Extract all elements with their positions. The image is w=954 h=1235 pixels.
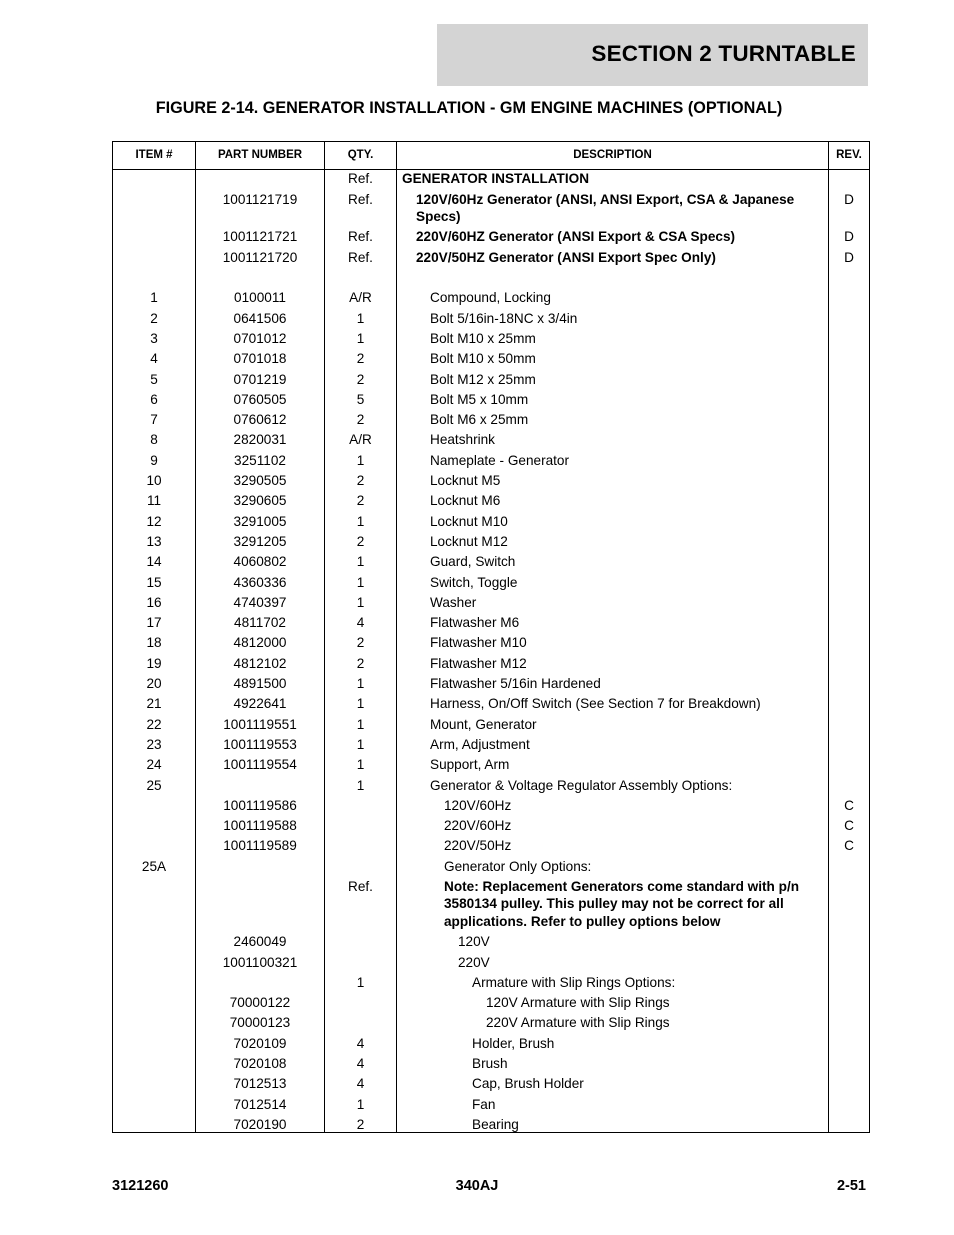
table-row bbox=[113, 389, 869, 409]
table-row bbox=[113, 877, 869, 932]
cell-description: 220V/50HZ Generator (ANSI Export Spec Only) bbox=[416, 249, 716, 265]
cell-description: Cap, Brush Holder bbox=[472, 1076, 584, 1092]
cell-revision bbox=[829, 1054, 869, 1055]
cell-revision bbox=[829, 471, 869, 472]
cell-quantity: 2 bbox=[356, 351, 365, 367]
cell-revision bbox=[829, 169, 869, 170]
cell-revision: D bbox=[844, 191, 854, 207]
cell-quantity bbox=[325, 1013, 396, 1014]
cell-quantity bbox=[325, 795, 396, 796]
table-row bbox=[113, 836, 869, 856]
cell-item-number: 16 bbox=[146, 594, 162, 610]
cell-revision bbox=[829, 932, 869, 933]
cell-description: Flatwasher M12 bbox=[430, 655, 527, 671]
cell-item-number bbox=[113, 189, 195, 190]
table-row bbox=[113, 1054, 869, 1074]
cell-revision bbox=[829, 633, 869, 634]
cell-item-number: 12 bbox=[146, 513, 162, 529]
cell-part-number: 7020108 bbox=[233, 1056, 287, 1072]
cell-part-number: 0701219 bbox=[233, 371, 287, 387]
table-row bbox=[113, 735, 869, 755]
cell-revision bbox=[829, 1033, 869, 1034]
cell-item-number bbox=[113, 1074, 195, 1075]
cell-part-number: 4812000 bbox=[233, 635, 287, 651]
cell-item-number: 23 bbox=[146, 736, 162, 752]
cell-item-number bbox=[113, 247, 195, 248]
table-row bbox=[113, 613, 869, 633]
cell-part-number: 1001119588 bbox=[223, 818, 297, 834]
column-header-part-number: PART NUMBER bbox=[217, 149, 303, 161]
table-row bbox=[113, 288, 869, 308]
cell-description: Bolt M10 x 25mm bbox=[430, 330, 536, 346]
table-row bbox=[113, 247, 869, 267]
cell-part-number: 2820031 bbox=[233, 432, 287, 448]
cell-description: Harness, On/Off Switch (See Section 7 for Breakdown) bbox=[430, 696, 761, 712]
cell-quantity: Ref. bbox=[348, 191, 373, 207]
cell-item-number: 4 bbox=[150, 351, 158, 367]
section-header-box bbox=[437, 24, 868, 86]
table-row bbox=[113, 329, 869, 349]
table-row bbox=[113, 1074, 869, 1094]
cell-quantity: A/R bbox=[349, 432, 372, 448]
cell-description: 120V bbox=[458, 934, 490, 950]
table-header bbox=[113, 142, 869, 170]
cell-item-number: 13 bbox=[146, 533, 162, 549]
cell-quantity: 1 bbox=[356, 594, 365, 610]
cell-part-number: 4811702 bbox=[234, 615, 286, 631]
cell-quantity bbox=[325, 932, 396, 933]
table-row bbox=[113, 369, 869, 389]
cell-part-number: 4060802 bbox=[233, 554, 287, 570]
cell-item-number: 8 bbox=[150, 432, 158, 448]
cell-part-number: 1001119554 bbox=[223, 757, 297, 773]
cell-quantity: 4 bbox=[356, 615, 365, 631]
table-row bbox=[113, 1115, 869, 1135]
cell-description: Compound, Locking bbox=[430, 290, 551, 306]
table-row bbox=[113, 674, 869, 694]
cell-part-number: 1001121721 bbox=[222, 229, 298, 245]
cell-revision bbox=[829, 653, 869, 654]
cell-part-number: 4891500 bbox=[233, 676, 287, 692]
cell-description: Bolt M6 x 25mm bbox=[430, 412, 529, 428]
cell-revision bbox=[829, 856, 869, 857]
cell-description bbox=[402, 268, 814, 269]
table-row bbox=[113, 471, 869, 491]
cell-item-number: 11 bbox=[146, 493, 162, 509]
cell-revision bbox=[829, 1013, 869, 1014]
cell-revision bbox=[829, 674, 869, 675]
column-header-rev: REV. bbox=[836, 149, 862, 161]
cell-quantity: A/R bbox=[349, 290, 372, 306]
table-row bbox=[113, 1013, 869, 1033]
cell-revision bbox=[829, 450, 869, 451]
table-row bbox=[113, 227, 869, 247]
cell-quantity: 1 bbox=[356, 676, 365, 692]
cell-item-number bbox=[113, 1115, 195, 1116]
cell-item-number bbox=[113, 1094, 195, 1095]
cell-revision: D bbox=[844, 249, 854, 265]
cell-quantity: 2 bbox=[356, 1116, 365, 1132]
cell-description: Locknut M12 bbox=[430, 533, 508, 549]
table-row bbox=[113, 572, 869, 592]
cell-description: 120V/60Hz Generator (ANSI, ANSI Export, CSA & Japanese Specs) bbox=[416, 191, 795, 225]
figure-title: FIGURE 2-14. GENERATOR INSTALLATION - GM ENGINE MACHINES (OPTIONAL) bbox=[155, 99, 783, 117]
cell-description: Support, Arm bbox=[430, 757, 510, 773]
cell-part-number: 0701012 bbox=[233, 330, 287, 346]
cell-item-number bbox=[113, 1054, 195, 1055]
cell-part-number: 70000122 bbox=[229, 995, 291, 1011]
cell-description: 220V/60HZ Generator (ANSI Export & CSA Specs) bbox=[416, 229, 736, 245]
cell-revision bbox=[829, 877, 869, 878]
cell-description: Bolt M5 x 10mm bbox=[430, 391, 529, 407]
table-row bbox=[113, 491, 869, 511]
cell-quantity: 1 bbox=[356, 696, 365, 712]
cell-description: Flatwasher M6 bbox=[430, 615, 520, 631]
cell-part-number bbox=[196, 169, 324, 170]
cell-part-number: 1001119589 bbox=[223, 838, 297, 854]
cell-item-number bbox=[113, 952, 195, 953]
cell-quantity: Ref. bbox=[348, 878, 373, 894]
cell-description: 220V bbox=[458, 954, 490, 970]
footer-model: 340AJ bbox=[455, 1178, 499, 1194]
table-row bbox=[113, 511, 869, 531]
cell-description: Locknut M10 bbox=[430, 513, 508, 529]
cell-description: Holder, Brush bbox=[472, 1035, 555, 1051]
cell-part-number: 1001119551 bbox=[223, 716, 297, 732]
table-row bbox=[113, 532, 869, 552]
cell-item-number: 7 bbox=[150, 412, 158, 428]
cell-item-number bbox=[113, 169, 195, 170]
cell-revision bbox=[829, 410, 869, 411]
cell-item-number: 20 bbox=[146, 676, 162, 692]
cell-part-number: 3290605 bbox=[233, 493, 287, 509]
cell-revision bbox=[829, 714, 869, 715]
cell-quantity: 1 bbox=[356, 757, 365, 773]
cell-description: 220V/60Hz bbox=[444, 818, 512, 834]
cell-description: Flatwasher 5/16in Hardened bbox=[430, 676, 601, 692]
cell-description: Switch, Toggle bbox=[430, 574, 518, 590]
cell-item-number: 17 bbox=[146, 615, 162, 631]
cell-item-number bbox=[113, 1013, 195, 1014]
cell-revision bbox=[829, 532, 869, 533]
table-row bbox=[113, 633, 869, 653]
cell-item-number: 10 bbox=[146, 473, 162, 489]
cell-item-number: 9 bbox=[150, 452, 158, 468]
cell-quantity: 1 bbox=[356, 974, 365, 990]
table-row bbox=[113, 1033, 869, 1053]
cell-quantity bbox=[325, 952, 396, 953]
cell-item-number: 25 bbox=[146, 777, 162, 793]
table-row bbox=[113, 993, 869, 1013]
cell-part-number: 2460049 bbox=[233, 934, 287, 950]
cell-revision bbox=[829, 552, 869, 553]
cell-part-number bbox=[196, 268, 324, 269]
column-header-qty: QTY. bbox=[347, 149, 374, 161]
table-row bbox=[113, 410, 869, 430]
cell-description: 220V/50Hz bbox=[444, 838, 512, 854]
cell-quantity: Ref. bbox=[348, 229, 373, 245]
table-row bbox=[113, 816, 869, 836]
cell-part-number: 7012513 bbox=[233, 1076, 287, 1092]
table-row bbox=[113, 430, 869, 450]
cell-quantity bbox=[325, 816, 396, 817]
cell-item-number: 14 bbox=[146, 554, 162, 570]
cell-description: Note: Replacement Generators come standard with p/n 3580134 pulley. This pulley may not be correct for all applications. Refer to pulley options below bbox=[444, 878, 800, 929]
cell-part-number: 0641506 bbox=[233, 310, 287, 326]
cell-description: Guard, Switch bbox=[430, 554, 516, 570]
cell-revision bbox=[829, 572, 869, 573]
cell-revision bbox=[829, 694, 869, 695]
table-row bbox=[113, 856, 869, 876]
table-row bbox=[113, 653, 869, 673]
cell-part-number: 3291005 bbox=[233, 513, 287, 529]
cell-quantity: 2 bbox=[356, 412, 365, 428]
cell-quantity: 2 bbox=[356, 473, 365, 489]
cell-item-number bbox=[113, 993, 195, 994]
table-row bbox=[113, 189, 869, 227]
cell-item-number: 18 bbox=[146, 635, 162, 651]
footer-page-number: 2-51 bbox=[836, 1178, 866, 1194]
table-row bbox=[113, 450, 869, 470]
cell-part-number bbox=[196, 856, 324, 857]
footer-manual-number: 3121260 bbox=[112, 1178, 169, 1194]
cell-item-number: 1 bbox=[150, 290, 158, 306]
cell-revision bbox=[829, 389, 869, 390]
cell-revision bbox=[829, 1115, 869, 1116]
table-row bbox=[113, 952, 869, 972]
cell-item-number: 6 bbox=[150, 391, 158, 407]
cell-item-number: 22 bbox=[146, 716, 162, 732]
cell-description: Bolt M10 x 50mm bbox=[430, 351, 536, 367]
cell-description: Flatwasher M10 bbox=[430, 635, 527, 651]
cell-quantity: 5 bbox=[356, 391, 365, 407]
cell-revision bbox=[829, 775, 869, 776]
parts-table bbox=[112, 141, 870, 1133]
cell-revision bbox=[829, 430, 869, 431]
cell-revision bbox=[829, 268, 869, 269]
cell-part-number: 1001121720 bbox=[222, 249, 298, 265]
cell-item-number bbox=[113, 877, 195, 878]
cell-description: Armature with Slip Rings Options: bbox=[472, 974, 676, 990]
cell-quantity: 4 bbox=[356, 1076, 365, 1092]
cell-quantity: 2 bbox=[356, 493, 365, 509]
cell-revision bbox=[829, 613, 869, 614]
cell-description: Bearing bbox=[472, 1116, 519, 1132]
cell-revision bbox=[829, 735, 869, 736]
cell-revision bbox=[829, 952, 869, 953]
cell-part-number: 0100011 bbox=[234, 290, 286, 306]
cell-part-number: 1001119553 bbox=[223, 736, 297, 752]
cell-part-number: 3290505 bbox=[233, 473, 287, 489]
cell-description: 120V/60Hz bbox=[444, 797, 512, 813]
cell-description: GENERATOR INSTALLATION bbox=[402, 171, 590, 187]
cell-quantity: 1 bbox=[356, 330, 365, 346]
table-row bbox=[113, 932, 869, 952]
table-row bbox=[113, 268, 869, 288]
cell-item-number: 2 bbox=[150, 310, 158, 326]
cell-description: Washer bbox=[430, 594, 477, 610]
cell-revision bbox=[829, 755, 869, 756]
cell-quantity: 1 bbox=[356, 452, 365, 468]
table-row bbox=[113, 775, 869, 795]
cell-quantity: 1 bbox=[356, 513, 365, 529]
cell-revision: C bbox=[844, 797, 854, 813]
cell-description: 220V Armature with Slip Rings bbox=[486, 1015, 670, 1031]
table-body bbox=[113, 169, 869, 1135]
cell-part-number: 7012514 bbox=[233, 1096, 287, 1112]
cell-item-number: 25A bbox=[141, 858, 167, 874]
cell-description: Bolt M12 x 25mm bbox=[430, 371, 536, 387]
cell-part-number bbox=[196, 972, 324, 973]
cell-part-number: 4812102 bbox=[233, 655, 287, 671]
cell-description: Bolt 5/16in-18NC x 3/4in bbox=[430, 310, 578, 326]
cell-item-number: 3 bbox=[150, 330, 158, 346]
cell-description: 120V Armature with Slip Rings bbox=[486, 995, 670, 1011]
cell-quantity: Ref. bbox=[348, 171, 373, 187]
cell-quantity: 4 bbox=[356, 1035, 365, 1051]
table-row bbox=[113, 349, 869, 369]
cell-part-number: 4740397 bbox=[233, 594, 287, 610]
table-row bbox=[113, 552, 869, 572]
cell-revision bbox=[829, 491, 869, 492]
cell-item-number bbox=[113, 972, 195, 973]
cell-description: Mount, Generator bbox=[430, 716, 537, 732]
cell-revision: C bbox=[844, 838, 854, 854]
cell-part-number: 3251102 bbox=[234, 452, 286, 468]
cell-item-number: 15 bbox=[146, 574, 162, 590]
cell-quantity: 1 bbox=[356, 736, 365, 752]
cell-item-number: 19 bbox=[146, 655, 162, 671]
table-row bbox=[113, 169, 869, 189]
table-row bbox=[113, 755, 869, 775]
cell-item-number bbox=[113, 932, 195, 933]
cell-quantity bbox=[325, 856, 396, 857]
cell-part-number: 1001100321 bbox=[222, 954, 298, 970]
table-row bbox=[113, 795, 869, 815]
cell-revision bbox=[829, 1074, 869, 1075]
cell-description: Locknut M5 bbox=[430, 473, 501, 489]
cell-revision bbox=[829, 288, 869, 289]
cell-quantity: 2 bbox=[356, 655, 365, 671]
cell-part-number: 4360336 bbox=[233, 574, 287, 590]
cell-quantity: 1 bbox=[356, 777, 365, 793]
cell-quantity: 2 bbox=[356, 371, 365, 387]
cell-item-number: 5 bbox=[150, 371, 158, 387]
cell-description: Brush bbox=[472, 1056, 508, 1072]
table-row bbox=[113, 972, 869, 992]
cell-part-number: 7020190 bbox=[233, 1116, 287, 1132]
cell-description: Fan bbox=[472, 1096, 496, 1112]
cell-part-number: 1001121719 bbox=[222, 191, 298, 207]
cell-part-number: 70000123 bbox=[229, 1015, 291, 1031]
cell-quantity: 1 bbox=[356, 574, 365, 590]
cell-item-number bbox=[113, 816, 195, 817]
column-header-item: ITEM # bbox=[135, 149, 173, 161]
cell-quantity: 4 bbox=[356, 1056, 365, 1072]
cell-part-number: 7020109 bbox=[233, 1035, 287, 1051]
cell-part-number: 0701018 bbox=[233, 351, 287, 367]
cell-item-number bbox=[113, 1033, 195, 1034]
cell-item-number: 21 bbox=[146, 696, 162, 712]
cell-quantity bbox=[325, 268, 396, 269]
cell-part-number bbox=[196, 877, 324, 878]
cell-quantity: 2 bbox=[356, 635, 365, 651]
cell-item-number bbox=[113, 836, 195, 837]
table-row bbox=[113, 1094, 869, 1114]
cell-item-number bbox=[113, 795, 195, 796]
table-row bbox=[113, 694, 869, 714]
cell-quantity: Ref. bbox=[348, 249, 373, 265]
cell-quantity bbox=[325, 836, 396, 837]
cell-part-number: 0760612 bbox=[233, 412, 287, 428]
cell-part-number: 1001119586 bbox=[223, 797, 297, 813]
table-row bbox=[113, 308, 869, 328]
cell-item-number bbox=[113, 268, 195, 269]
cell-description: Arm, Adjustment bbox=[430, 736, 530, 752]
cell-part-number bbox=[196, 775, 324, 776]
cell-revision bbox=[829, 1094, 869, 1095]
cell-quantity: 2 bbox=[356, 533, 365, 549]
cell-revision bbox=[829, 592, 869, 593]
cell-item-number bbox=[113, 227, 195, 228]
cell-description: Generator Only Options: bbox=[444, 858, 592, 874]
cell-description: Locknut M6 bbox=[430, 493, 501, 509]
cell-part-number: 0760505 bbox=[233, 391, 287, 407]
cell-part-number: 3291205 bbox=[233, 533, 287, 549]
cell-revision bbox=[829, 329, 869, 330]
column-header-description: DESCRIPTION bbox=[573, 149, 652, 161]
cell-revision bbox=[829, 511, 869, 512]
section-title: SECTION 2 TURNTABLE bbox=[591, 41, 856, 66]
cell-revision bbox=[829, 993, 869, 994]
table-row bbox=[113, 714, 869, 734]
cell-revision: C bbox=[844, 818, 854, 834]
cell-revision bbox=[829, 308, 869, 309]
cell-revision bbox=[829, 349, 869, 350]
cell-quantity: 1 bbox=[356, 310, 365, 326]
cell-quantity: 1 bbox=[356, 1096, 365, 1112]
table-row bbox=[113, 592, 869, 612]
cell-item-number: 24 bbox=[146, 757, 162, 773]
cell-revision: D bbox=[844, 229, 854, 245]
cell-quantity bbox=[325, 993, 396, 994]
cell-revision bbox=[829, 972, 869, 973]
cell-revision bbox=[829, 369, 869, 370]
cell-description: Generator & Voltage Regulator Assembly Options: bbox=[430, 777, 733, 793]
cell-description: Heatshrink bbox=[430, 432, 495, 448]
cell-quantity: 1 bbox=[356, 716, 365, 732]
cell-part-number: 4922641 bbox=[233, 696, 287, 712]
cell-quantity: 1 bbox=[356, 554, 365, 570]
cell-description: Nameplate - Generator bbox=[430, 452, 570, 468]
